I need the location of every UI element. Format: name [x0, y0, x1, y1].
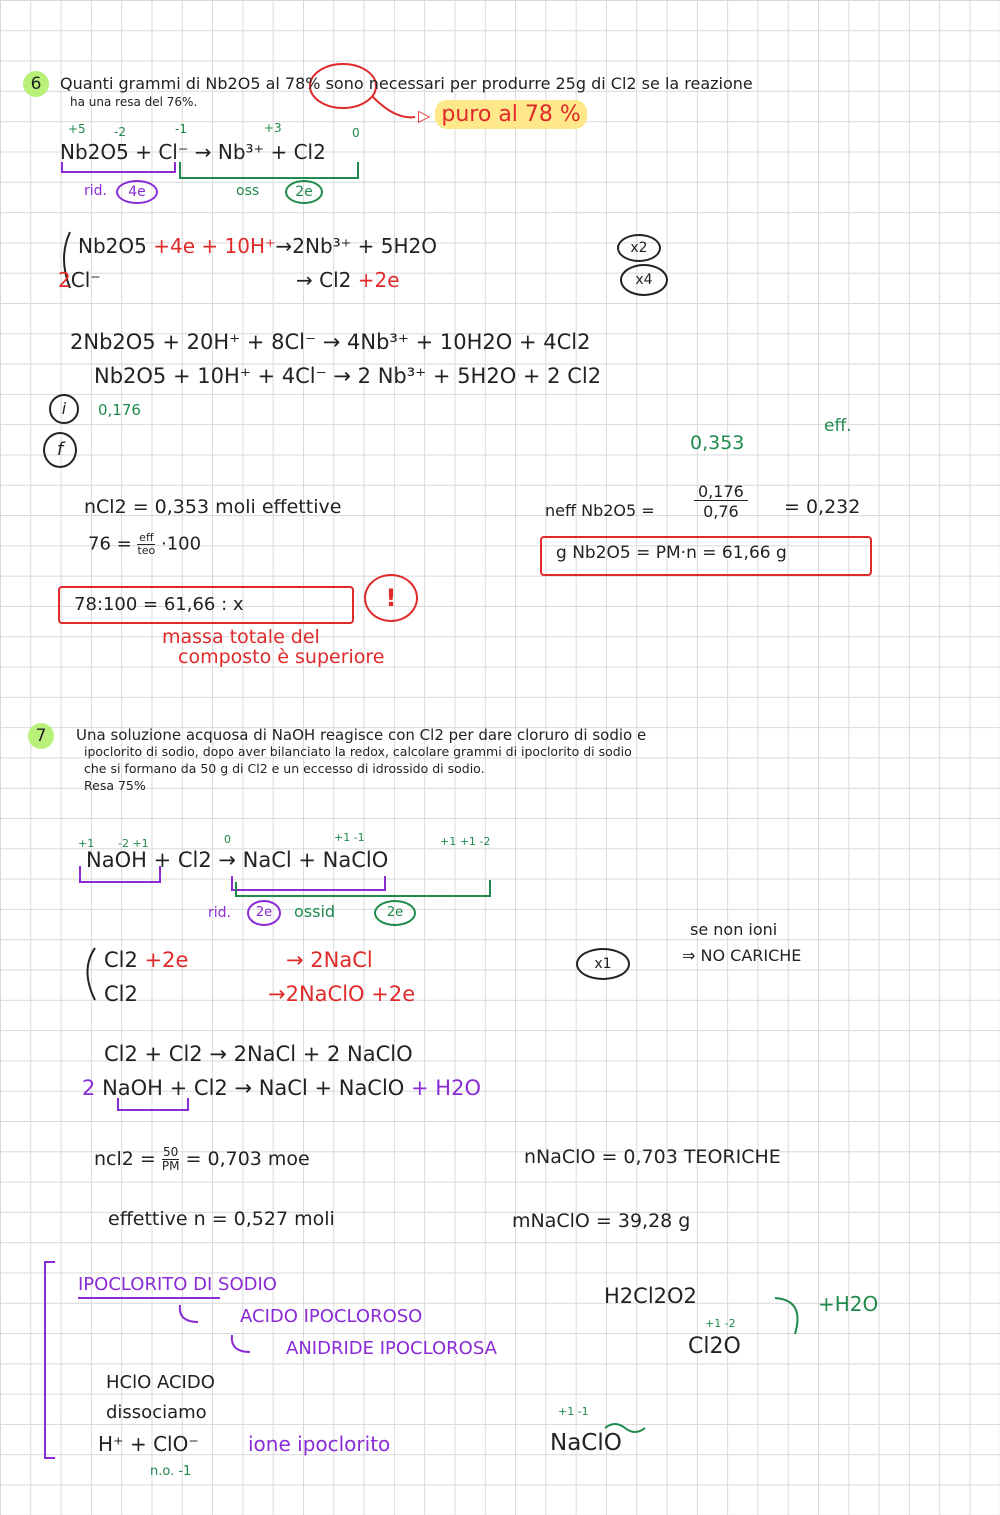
pure-note: ▷ puro al 78 %: [418, 104, 587, 126]
effective-moles: effettive n = 0,527 moli: [108, 1208, 335, 1230]
question-line: Una soluzione acquosa di NaOH reagisce con Cl2 per dare cloruro di sodio e: [76, 726, 647, 744]
proportion: 78:100 = 61,66 : x: [74, 594, 244, 615]
oxidation-number: 0: [224, 833, 231, 846]
acid-formula: HClO ACIDO: [106, 1372, 215, 1393]
oss-label: oss: [236, 183, 260, 199]
half-reaction-1: Cl2 +2e: [104, 948, 189, 972]
warning-icon: !: [364, 574, 418, 622]
electron-count: 2e: [285, 180, 323, 204]
half-reaction-1-right: → 2NaCl: [286, 948, 373, 972]
multiplier: x2: [617, 234, 661, 262]
nomenclature: ANIDRIDE IPOCLOROSA: [286, 1338, 497, 1359]
mass-naclo: mNaClO = 39,28 g: [512, 1210, 691, 1232]
effective-value: 0,353: [690, 432, 745, 454]
question-line: che si formano da 50 g di Cl2 e un eccesso di idrossido di sodio.: [84, 761, 485, 776]
oxidation-number: +1 +1 -2: [440, 835, 491, 848]
electron-count: 4e: [116, 180, 158, 204]
oxidation-number: +5: [68, 122, 86, 136]
sum-equation: 2Nb2O5 + 20H⁺ + 8Cl⁻ → 4Nb³⁺ + 10H2O + 4Cl2: [70, 330, 591, 354]
question-line: Quanti grammi di Nb2O5 al 78% sono necessari per produrre 25g di Cl2 se la reazione: [60, 74, 753, 93]
half-reaction-2-right: →2NaClO +2e: [268, 982, 416, 1006]
oxidation-number: 0: [352, 126, 360, 140]
ions-note: se non ioni: [690, 920, 778, 939]
moles-cl2: ncl2 = $\frac{50}{PM}$ = 0,703 moe: [94, 1145, 310, 1174]
half-reaction-1: Nb2O5 +4e + 10H⁺→2Nb³⁺ + 5H2O: [78, 234, 437, 258]
oss-label: ossid: [294, 902, 336, 921]
reaction-equation: NaOH + Cl2 → NaCl + NaClO: [86, 848, 389, 872]
mass-note: composto è superiore: [178, 646, 385, 668]
oxidation-number: +1 -1: [334, 831, 365, 844]
moles-cl2: nCl2 = 0,353 moli effettive: [84, 496, 342, 518]
electron-count: 2e: [247, 900, 281, 926]
water-addition: +H2O: [818, 1292, 879, 1316]
oxidation-number: +1: [78, 837, 95, 850]
oxidation-number: +1 -2: [705, 1317, 736, 1330]
sum-equation: Nb2O5 + 10H⁺ + 4Cl⁻ → 2 Nb³⁺ + 5H2O + 2 Cl2: [94, 364, 602, 388]
question-line: ipoclorito di sodio, dopo aver bilanciato la redox, calcolare grammi di ipoclorito di sodio: [84, 744, 632, 759]
rid-label: rid.: [208, 905, 231, 921]
exercise-number-badge: 6: [23, 71, 49, 97]
formula: H2Cl2O2: [604, 1284, 697, 1308]
nomenclature: IPOCLORITO DI SODIO: [78, 1274, 277, 1295]
oxidation-number: -2 +1: [118, 837, 149, 850]
multiplier: x1: [576, 948, 630, 980]
electron-count: 2e: [374, 900, 416, 926]
reaction-equation: Nb2O5 + Cl⁻ → Nb³⁺ + Cl2: [60, 140, 326, 164]
exercise-number-badge: 7: [28, 723, 54, 749]
rid-label: rid.: [84, 183, 107, 199]
multiplier: x4: [620, 264, 668, 296]
half-reaction-2: 2Cl⁻: [58, 268, 101, 292]
ion-name: ione ipoclorito: [248, 1432, 391, 1456]
ion-equation: H⁺ + ClO⁻: [98, 1432, 199, 1456]
final-row-label: f: [43, 432, 77, 468]
grams-nb2o5: g Nb2O5 = PM·n = 61,66 g: [556, 543, 787, 563]
initial-value: 0,176: [98, 401, 141, 419]
nomenclature: ACIDO IPOCLOROSO: [240, 1306, 423, 1327]
oxidation-number: +1 -1: [558, 1405, 589, 1418]
question-line: ha una resa del 76%.: [70, 95, 198, 109]
oxidation-number: -1: [175, 122, 187, 136]
sum-equation-balanced: 2 NaOH + Cl2 → NaCl + NaClO + H2O: [82, 1076, 481, 1100]
half-reaction-2: Cl2: [104, 982, 138, 1006]
moles-nb2o5-result: = 0,232: [784, 496, 861, 518]
formula: Cl2O: [688, 1334, 741, 1359]
question-line: Resa 75%: [84, 778, 146, 793]
mass-note: massa totale del: [162, 626, 320, 648]
eff-label: eff.: [824, 416, 852, 436]
dissociation-label: dissociamo: [106, 1402, 207, 1423]
oxidation-number: -2: [114, 125, 126, 139]
moles-nb2o5-label: neff Nb2O5 =: [545, 501, 655, 520]
ions-note: ⇒ NO CARICHE: [682, 946, 802, 965]
half-reaction-2-right: → Cl2 +2e: [296, 268, 400, 292]
formula: NaClO: [550, 1430, 622, 1456]
oxidation-number-label: n.o. -1: [150, 1464, 192, 1479]
moles-naclo: nNaClO = 0,703 TEORICHE: [524, 1146, 781, 1168]
initial-row-label: i: [49, 394, 79, 424]
yield-formula: 76 = eff teo ·100: [88, 531, 202, 558]
sum-equation: Cl2 + Cl2 → 2NaCl + 2 NaClO: [104, 1042, 413, 1066]
moles-nb2o5-fraction: 0,176 0,76: [694, 484, 748, 520]
oxidation-number: +3: [264, 121, 282, 135]
